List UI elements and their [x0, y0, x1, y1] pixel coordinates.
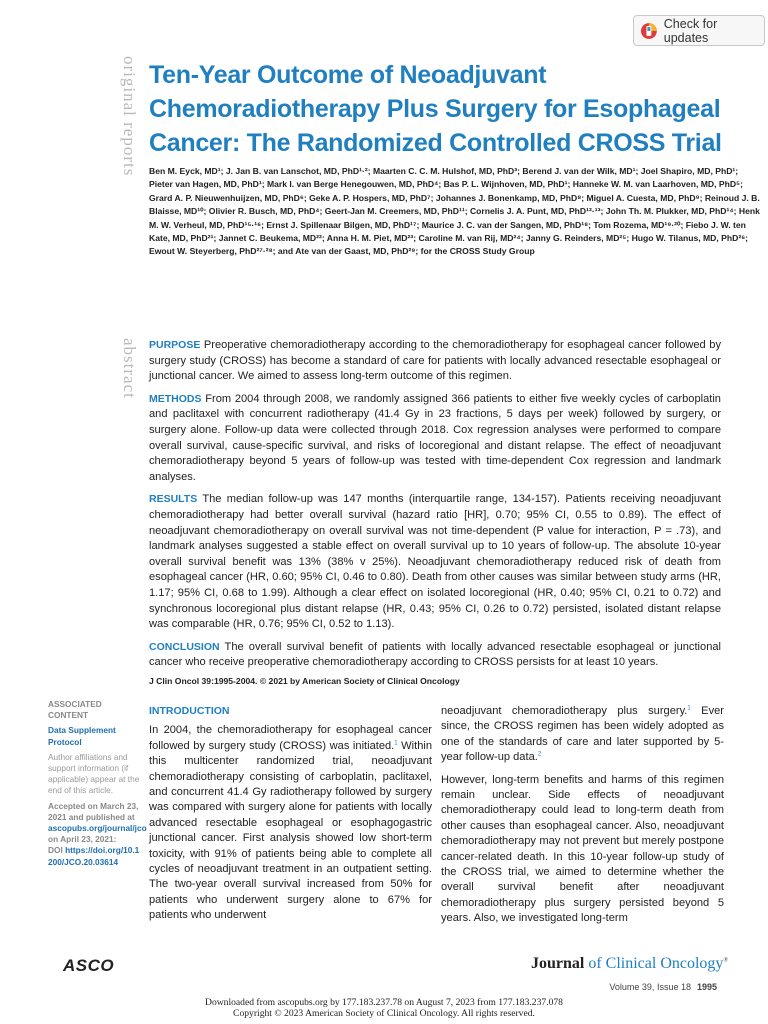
data-supplement-link[interactable]: Data Supplement	[48, 725, 116, 736]
doi-label: DOI	[48, 845, 63, 856]
abstract-purpose	[149, 338, 721, 385]
page-number: 1995	[696, 982, 717, 992]
volume-issue	[565, 982, 717, 992]
journal-site-link[interactable]: ascopubs.org/journal/jco	[48, 823, 147, 834]
asco-logo: ASCO	[63, 956, 115, 975]
associated-content-heading: ASSOCIATED CONTENT	[48, 699, 102, 721]
introduction-heading: INTRODUCTION	[149, 705, 230, 717]
jco-logo-rest: of Clinical Oncology	[584, 955, 724, 972]
abstract	[149, 338, 721, 678]
author-list: Ben M. Eyck, MD¹; J. Jan B. van Lanschot, MD, PhD¹·²; Maarten C. C. M. Hulshof, MD, PhD³; Berend J. van der Wilk, MD¹; Joel Shapiro, MD, PhD¹; Pieter van Hagen, MD, PhD¹; Mark I. van Berge Henegouwen, MD, PhD⁴; Bas P. L. Wijnhoven, MD, PhD¹; Hanneke W. M. van Laarhoven, MD, PhD⁵; Grard A. P. Nieuwenhuijzen, MD, PhD⁶; Geke A. P. Hospers, MD, PhD⁷; Johannes J. Bonenkamp, MD, PhD⁸; Miguel A. Cuesta, MD, PhD⁹; Reinoud J. B. Blaisse, MD¹⁰; Olivier R. Busch, MD, PhD⁴; Geert-Jan M. Creemers, MD, PhD¹¹; Cornelis J. A. Punt, MD, PhD¹²·¹³; John Th. M. Plukker, MD, PhD¹⁴; Henk M. W. Verheul, MD, PhD¹⁵·¹⁶; Ernst J. Spillenaar Bilgen, MD, PhD¹⁷; Maurice J. C. van der Sangen, MD, PhD¹⁸; Tom Rozema, MD¹⁹·²⁰; Fiebo J. W. ten Kate, MD, PhD²¹; Jannet C. Beukema, MD²²; Anna H. M. Piet, MD²³; Caroline M. van Rij, MD²⁴; Janny G. Reinders, MD²⁵; Hugo W. Tilanus, MD, PhD²⁶; Ewout W. Steyerberg, PhD²⁷·²⁸; and Ate van der Gaast, MD, PhD²⁹; for the CROSS Study Group	[149, 166, 760, 257]
intro-right-column	[441, 704, 724, 934]
jco-logo-mark: ®	[723, 957, 728, 964]
abstract-results	[149, 492, 721, 632]
jco-logo	[531, 955, 728, 973]
volume-text: Volume 39, Issue 18	[609, 982, 691, 992]
methods-keyword: METHODS	[149, 392, 202, 405]
methods-text: From 2004 through 2008, we randomly assigned 366 patients to either five weekly cycles of carboplatin and paclitaxel with concurrent radiotherapy (41.4 Gy in 23 fractions, 5 days per week) followed by surgery, or surgery alone. Follow-up data were collected through 2018. Cox regression analyses were performed to compare overall survival, cause-specific survival, and risks of locoregional and distant relapse. The effect of neoadjuvant chemoradiotherapy beyond 5 years of follow-up was tested with time-dependent Cox regression and landmark analyses.	[149, 392, 721, 483]
purpose-text: Preoperative chemoradiotherapy according to the chemoradiotherapy for esophageal cancer followed by surgery study (CROSS) has become a standard of care for patients with locally advanced resectable esophageal or junctional cancer. We aimed to assess long-term outcome of this regimen.	[149, 339, 721, 383]
reference-1-b[interactable]: 1	[687, 705, 691, 712]
intro-paragraph-1: In 2004, the chemoradiotherapy for esophageal cancer followed by surgery study (CROSS) was initiated.	[149, 724, 432, 752]
associated-content-sidebar	[48, 699, 147, 868]
footer-copyright-line: Copyright © 2023 American Society of Clinical Oncology. All rights reserved.	[233, 1008, 535, 1019]
affiliations-note: Author affiliations and support information (if applicable) appear at the end of this article.	[48, 751, 140, 796]
article-title: Ten-Year Outcome of Neoadjuvant Chemoradiotherapy Plus Surgery for Esophageal Cancer: The Randomized Controlled CROSS Trial	[149, 61, 722, 157]
protocol-link[interactable]: Protocol	[48, 736, 82, 747]
conclusion-text: The overall survival benefit of patients with locally advanced resectable esophageal or junctional cancer who receive preoperative chemoradiotherapy according to CROSS persists for at least 10 years.	[149, 640, 721, 669]
purpose-keyword: PURPOSE	[149, 339, 201, 351]
journal-citation: J Clin Oncol 39:1995-2004. © 2021 by American Society of Clinical Oncology	[149, 676, 460, 686]
download-footer	[0, 997, 768, 1019]
reference-2[interactable]: 2	[537, 751, 542, 758]
check-for-updates-button[interactable]	[633, 15, 765, 46]
results-keyword: RESULTS	[149, 493, 198, 506]
conclusion-keyword: CONCLUSION	[149, 640, 220, 653]
accepted-note: Accepted on March 23, 2021 and published at	[48, 800, 139, 822]
jco-logo-journal: Journal	[531, 955, 585, 972]
intro-paragraph-1-cont: Within this multicenter randomized trial, neoadjuvant chemoradiotherapy consisting of carboplatin, paclitaxel, and concurrent 41.4 Gy radiotherapy followed by surgery was compared with surgery alone for patients with locally advanced resectable esophageal or esophagogastric junctional cancer. First analysis showed low short-term toxicity, with 91% of patients being able to complete all cycles of neoadjuvant treatment in an outpatient setting. The two-year overall survival increased from 50% for patients who underwent surgery alone to 67% for patients who underwent	[149, 739, 433, 922]
results-text: The median follow-up was 147 months (interquartile range, 134-157). Patients receiving neoadjuvant chemoradiotherapy had better overall survival (hazard ratio [HR], 0.70; 95% CI, 0.55 to 0.89). The effect of neoadjuvant chemoradiotherapy on overall survival was not time-dependent (P value for interaction, P = .73), and landmark analyses suggested a stable effect on overall survival up to 10 years of follow-up. The absolute 10-year overall survival benefit was 13% (38% v 25%). Neoadjuvant chemoradiotherapy reduced risk of death from esophageal cancer (HR, 0.60; 95% CI, 0.46 to 0.80). Death from other causes was similar between study arms (HR, 1.17; 95% CI, 0.68 to 1.99). Although a clear effect on isolated locoregional (HR, 0.40; 95% CI, 0.21 to 0.72) and synchronous locoregional plus distant relapse (HR, 0.43; 95% CI, 0.26 to 0.72) persisted, isolated distant relapse was comparable (HR, 0.76; 95% CI, 0.52 to 1.13).	[149, 493, 721, 631]
abstract-side-label: abstract	[120, 338, 139, 399]
reference-1[interactable]: 1	[394, 740, 398, 747]
doi-link[interactable]: https://doi.org/10.1200/JCO.20.03614	[48, 845, 140, 867]
abstract-conclusion	[149, 640, 721, 671]
intro-left-column	[149, 704, 432, 931]
intro-paragraph-2-cont: Ever since, the CROSS regimen has been widely adopted as one of the standards of care and later supported by 5-year follow-up data.	[441, 705, 724, 764]
crossmark-icon	[640, 21, 658, 41]
footer-download-line: Downloaded from ascopubs.org by 177.183.237.78 on August 7, 2023 from 177.183.237.078	[205, 997, 563, 1008]
intro-paragraph-3: However, long-term benefits and harms of this regimen remain unclear. Side effects of neoadjuvant chemoradiotherapy could lead to long-term death from other causes than esophageal cancer. Also, neoadjuvant chemoradiotherapy may not prevent but merely postpone cancer-related death. In this 10-year follow-up study of the CROSS trial, we aimed to determine whether the overall survival benefit after neoadjuvant chemoradiotherapy plus surgery persisted beyond 5 years. Also, we investigated long-term	[441, 773, 724, 925]
abstract-methods	[149, 392, 721, 486]
intro-paragraph-2: neoadjuvant chemoradiotherapy plus surgery.	[441, 705, 688, 717]
section-side-label: original reports	[120, 56, 139, 177]
check-for-updates-label: Check for updates	[663, 16, 718, 45]
published-date: on April 23, 2021:	[48, 834, 117, 845]
